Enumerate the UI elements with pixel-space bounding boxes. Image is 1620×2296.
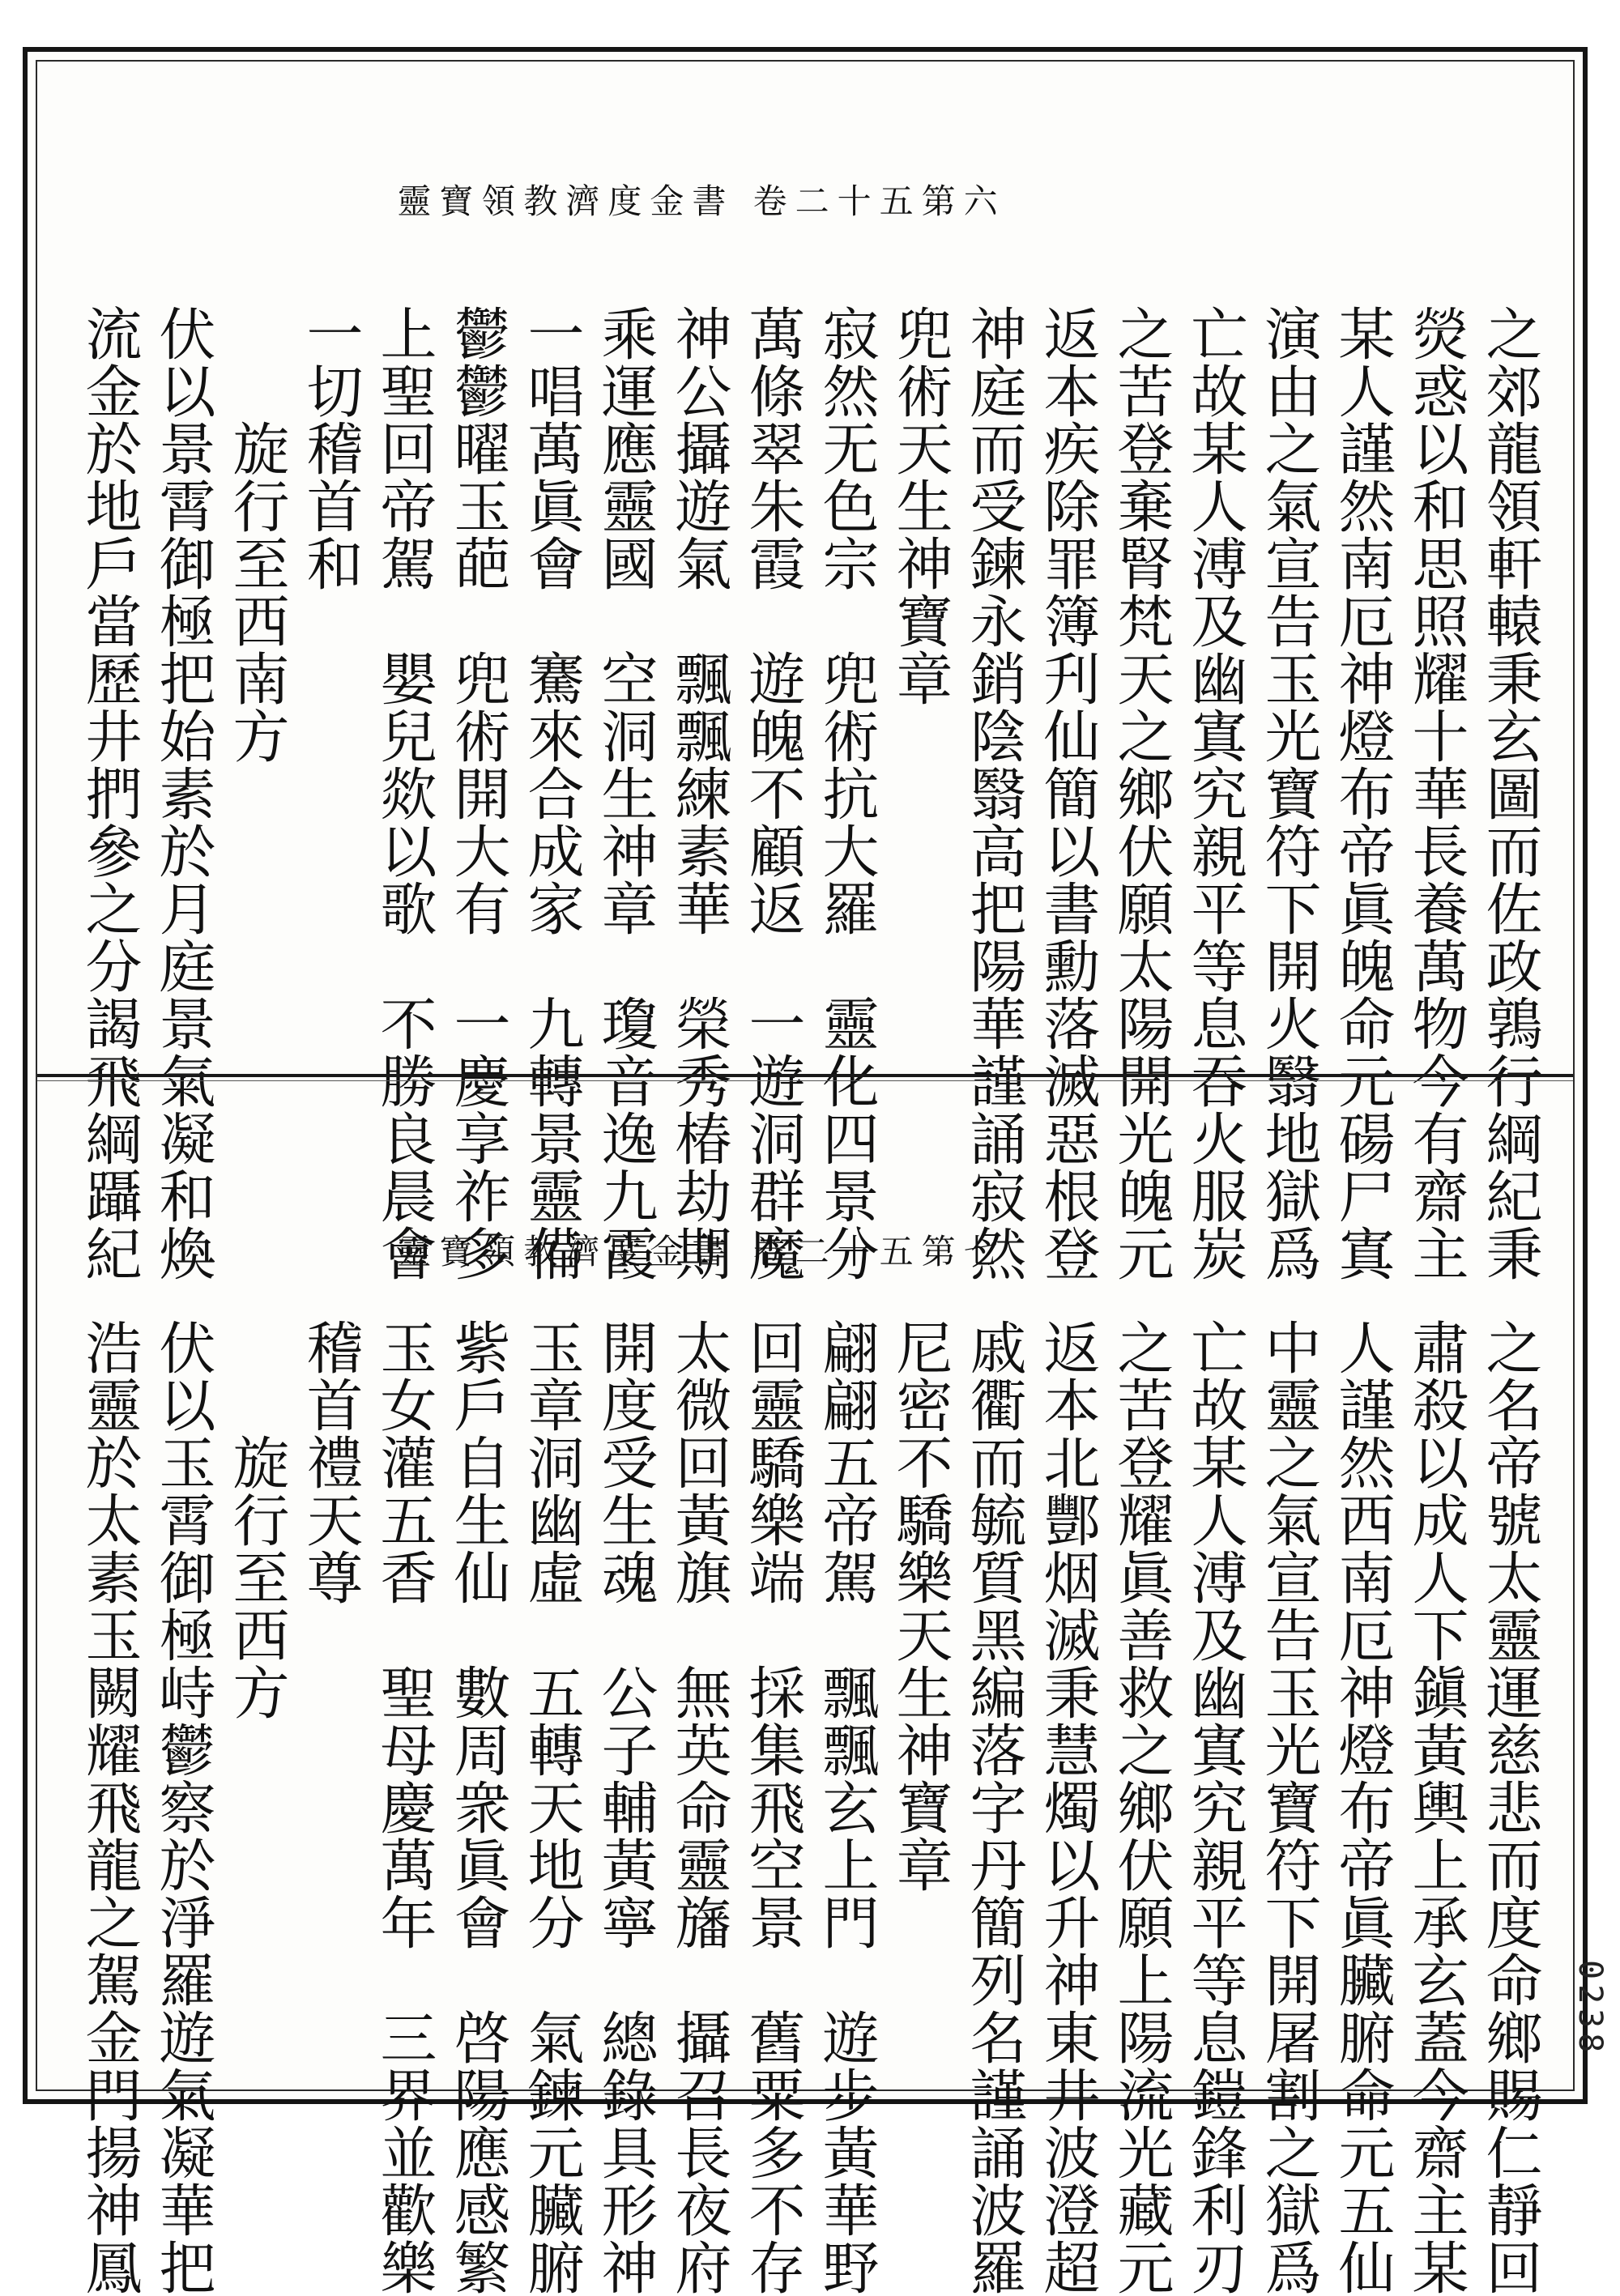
lower-page-header: 靈寶領教濟度金書 卷二十五第七 — [397, 1232, 1006, 1272]
text-column: 返本疾除罪簿刋仙簡以書勳落滅惡根登 — [1034, 305, 1101, 1282]
page-number: 0238 — [1571, 1960, 1609, 2058]
upper-page-header: 靈寶領教濟度金書 卷二十五第六 — [397, 181, 1006, 221]
text-column: 中靈之氣宣告玉光寶符下開屠割之獄爲 — [1256, 1318, 1322, 2296]
text-column: 開度受生魂 公子輔黃寧 總錄具形神 — [592, 1318, 659, 2296]
text-column: 神庭而受鍊永銷陰翳高把陽華謹誦寂然 — [961, 305, 1027, 1282]
text-column: 玉女灌五香 聖母慶萬年 三界並歡樂 — [371, 1318, 437, 2296]
text-column: 之郊龍領軒轅秉玄圖而佐政鶉行綱紀秉 — [1477, 305, 1543, 1282]
text-column: 伏以景霄御極把始素於月庭景氣凝和煥 — [150, 305, 216, 1282]
text-column: 返本北酆烟滅秉慧燭以升神東井波澄超 — [1034, 1318, 1101, 2296]
text-column: 人謹然西南厄神燈布帝眞臟腑命元五仙 — [1329, 1318, 1396, 2296]
text-column: 某人謹然南厄神燈布帝眞魄命元碭尸寘 — [1329, 305, 1396, 1282]
text-column: 演由之氣宣告玉光寶符下開火翳地獄爲 — [1256, 305, 1322, 1282]
text-column: 兜術天生神寶章 — [887, 305, 953, 707]
text-column: 戚衢而毓質黑編落字丹簡列名謹誦波羅 — [961, 1318, 1027, 2296]
text-column: 寂然无色宗 兜術抗大羅 靈化四景分 — [813, 305, 880, 1282]
text-column: 一唱萬眞會 騫來合成家 九轉景靈備 — [518, 305, 585, 1282]
text-column: 伏以玉霄御極峙鬱察於淨羅遊氣凝華把 — [150, 1318, 216, 2296]
text-column: 浩靈於太素玉闕耀飛龍之駕金門揚神鳳 — [76, 1318, 143, 2296]
text-column: 太微回黃旗 無英命靈旛 攝召長夜府 — [666, 1318, 732, 2296]
text-column: 回靈驕樂端 採集飛空景 舊粟多不存 — [740, 1318, 806, 2296]
page-divider — [37, 1074, 1573, 1077]
text-column: 稽首禮天尊 — [297, 1318, 364, 1606]
text-column: 旋行至西方 — [224, 1318, 290, 1721]
scripture-sheet — [23, 47, 1588, 2296]
text-column: 萬條翠朱霞 遊魄不顧返 一遊洞群魔 — [740, 305, 806, 1282]
text-column: 旋行至西南方 — [224, 305, 290, 765]
text-column: 流金於地戶當歷井捫參之分謁飛綱躡紀 — [76, 305, 143, 1282]
text-column: 鬱鬱曜玉葩 兜術開大有 一慶享祚多 — [445, 305, 511, 1282]
text-column: 玉章洞幽虛 五轉天地分 氣鍊元臟腑 — [518, 1318, 585, 2296]
text-column: 翩翩五帝駕 飄飄玄上門 遊步黃華野 — [813, 1318, 880, 2296]
sheet-border — [36, 60, 1575, 2296]
text-column: 肅殺以成人下鎭黃輿上承玄蓋今齋主某 — [1403, 1318, 1469, 2296]
text-column: 尼密不驕樂天生神寶章 — [887, 1318, 953, 1893]
text-column: 紫戶自生仙 數周衆眞會 啓陽應感繁 — [445, 1318, 511, 2296]
text-column: 之名帝號太靈運慈悲而度命鄉賜仁靜回 — [1477, 1318, 1543, 2296]
page-divider-thin — [37, 1080, 1573, 1081]
text-column: 之苦登棄腎梵天之鄉伏願太陽開光魄元 — [1108, 305, 1174, 1282]
lower-page — [37, 1084, 1573, 2296]
text-column: 乘運應靈國 空洞生神章 瓊音逸九霞 — [592, 305, 659, 1282]
text-column: 亡故某人溥及幽寘究親平等息吞火服炭 — [1182, 305, 1248, 1282]
text-column: 亡故某人溥及幽寘究親平等息鎧鋒利刃 — [1182, 1318, 1248, 2296]
text-column: 之苦登耀眞善救之鄉伏願上陽流光藏元 — [1108, 1318, 1174, 2296]
text-column: 神公攝遊氣 飄飄練素華 榮秀椿劫期 — [666, 305, 732, 1282]
text-column: 上聖回帝駕 嬰兒欻以歌 不勝良晨會 — [371, 305, 437, 1282]
text-column: 熒惑以和思照耀十華長養萬物今有齋主 — [1403, 305, 1469, 1282]
text-column: 一切稽首和 — [297, 305, 364, 592]
